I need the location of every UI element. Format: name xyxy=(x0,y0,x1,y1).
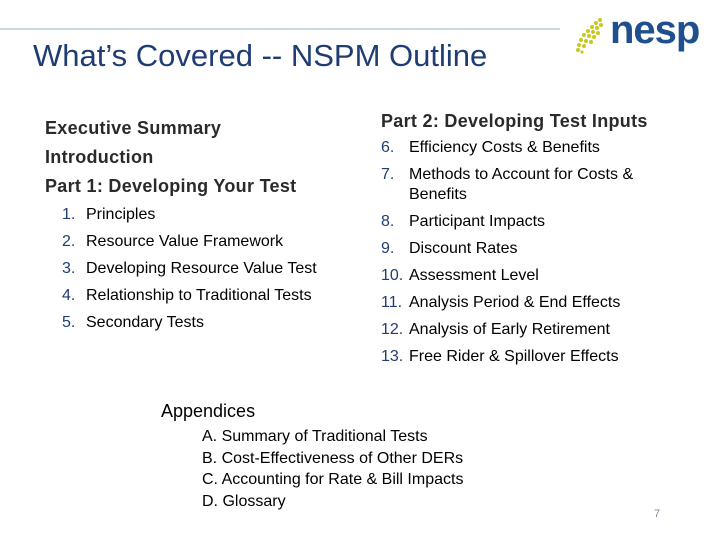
appendices-heading: Appendices xyxy=(161,401,256,421)
list-number: 5. xyxy=(62,314,76,331)
list-number: 2. xyxy=(62,233,76,250)
heading-introduction: Introduction xyxy=(45,147,154,167)
list-item xyxy=(381,162,681,209)
appendix-item: D. Glossary xyxy=(202,492,286,510)
list-item xyxy=(381,263,681,290)
heading-part-2: Part 2: Developing Test Inputs xyxy=(381,111,648,131)
list-text: Principles xyxy=(86,206,156,223)
list-number: 6. xyxy=(381,139,395,156)
list-text: Assessment Level xyxy=(409,267,539,284)
list-number: 12. xyxy=(381,321,404,338)
list-text: Discount Rates xyxy=(409,240,518,257)
list-number: 8. xyxy=(381,213,395,230)
list-number: 9. xyxy=(381,240,395,257)
appendix-item: A. Summary of Traditional Tests xyxy=(202,428,428,445)
appendices-list xyxy=(202,426,463,512)
part-1-list xyxy=(62,201,317,336)
header-rule xyxy=(0,28,560,30)
nesp-logo xyxy=(574,8,704,58)
list-text: Analysis of Early Retirement xyxy=(409,321,610,338)
list-item xyxy=(381,209,681,236)
list-text: Methods to Account for Costs & Benefits xyxy=(409,166,634,203)
page-number: 7 xyxy=(654,508,661,520)
list-text: Relationship to Traditional Tests xyxy=(86,287,312,304)
list-number: 7. xyxy=(381,166,395,183)
list-number: 13. xyxy=(381,348,404,365)
list-text: Participant Impacts xyxy=(409,213,546,230)
list-text: Analysis Period & End Effects xyxy=(409,294,621,311)
part-2-column xyxy=(381,109,681,371)
page-title: What’s Covered -- NSPM Outline xyxy=(33,38,488,73)
list-text: Secondary Tests xyxy=(86,314,204,331)
leaf-icon xyxy=(574,16,610,56)
list-number: 11. xyxy=(381,294,403,311)
list-text: Efficiency Costs & Benefits xyxy=(409,139,600,156)
list-item xyxy=(381,290,681,317)
list-item xyxy=(62,255,317,282)
list-item xyxy=(62,228,317,255)
list-number: 10. xyxy=(381,267,404,284)
left-headings xyxy=(45,114,296,201)
list-item xyxy=(381,236,681,263)
appendix-item: C. Accounting for Rate & Bill Impacts xyxy=(202,471,464,488)
list-text: Free Rider & Spillover Effects xyxy=(409,348,619,365)
list-number: 4. xyxy=(62,287,76,304)
list-item xyxy=(381,135,681,162)
list-number: 3. xyxy=(62,260,76,277)
list-item xyxy=(381,317,681,344)
list-item xyxy=(62,309,317,336)
list-number: 1. xyxy=(62,206,76,223)
part-2-list xyxy=(381,135,681,371)
heading-part-1: Part 1: Developing Your Test xyxy=(45,176,297,196)
list-text: Developing Resource Value Test xyxy=(86,260,317,277)
list-item xyxy=(381,344,681,371)
appendix-item: B. Cost-Effectiveness of Other DERs xyxy=(202,449,464,467)
list-text: Resource Value Framework xyxy=(86,233,284,250)
logo-text: nesp xyxy=(610,8,700,52)
list-item xyxy=(62,282,317,309)
list-item xyxy=(62,201,317,228)
heading-executive-summary: Executive Summary xyxy=(45,118,222,138)
